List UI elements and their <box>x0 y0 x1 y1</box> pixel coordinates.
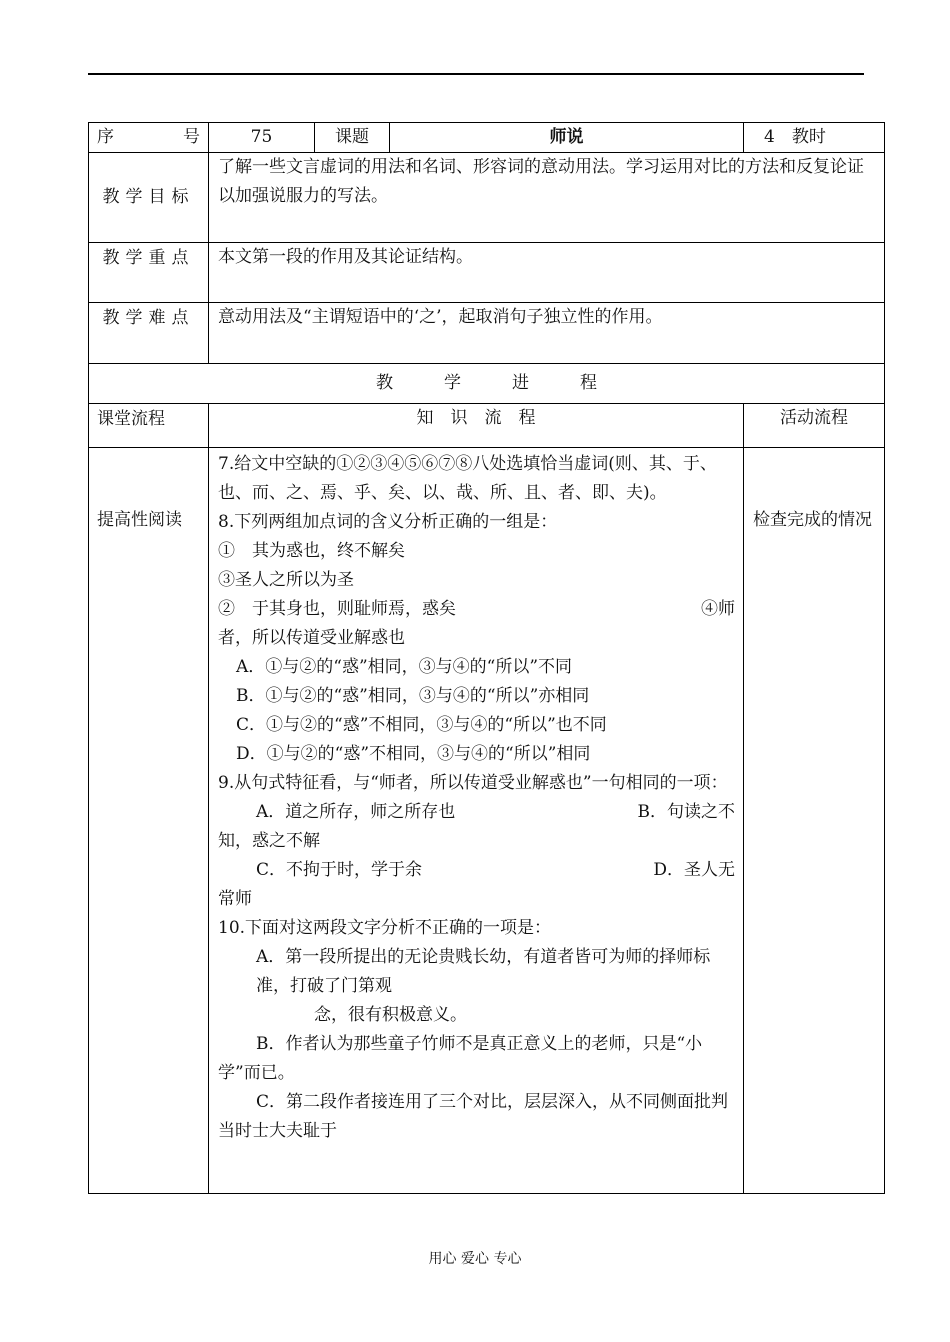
seq-label-cell <box>89 123 209 153</box>
process-heading-row <box>89 364 885 404</box>
seq-value: 75 <box>209 123 315 153</box>
page-footer: 用心 爱心 专心 <box>428 1251 522 1267</box>
difficult-label: 教学难点 <box>89 303 209 364</box>
q10-option-b: B．作者认为那些童子竹师不是真正意义上的老师，只是“小学”而已。 <box>218 1034 703 1083</box>
q9-row-ab <box>218 798 735 827</box>
process-heading: 教 学 进 程 <box>89 364 885 404</box>
stage-label: 提高性阅读 <box>89 448 209 1194</box>
q9-option-c: C．不拘于时，学于余 <box>256 860 423 880</box>
key-label: 教学重点 <box>89 243 209 303</box>
q10-option-c: C．第二段作者接连用了三个对比，层层深入，从不同侧面批判当时士大夫耻于 <box>218 1092 729 1141</box>
q8-sentence-4-start: ④师 <box>701 599 735 619</box>
col-knowledge-flow: 知 识 流 程 <box>209 404 744 448</box>
q9-row-cd <box>218 856 735 885</box>
q8-option-b: B．①与②的“惑”相同，③与④的“所以”亦相同 <box>236 686 590 706</box>
q9-option-a: A．道之所存，师之所存也 <box>256 802 456 822</box>
class-hours: 4 教时 <box>744 123 885 153</box>
knowledge-content <box>209 448 744 1194</box>
goal-label: 教学目标 <box>89 153 209 243</box>
q10-option-a-cont: 念，很有积极意义。 <box>314 1005 467 1025</box>
q10-option-a: A．第一段所提出的无论贵贱长幼，有道者皆可为师的择师标准，打破了门第观 <box>256 947 711 996</box>
goal-text: 了解一些文言虚词的用法和名词、形容词的意动用法。学习运用对比的方法和反复论证以加强说服力的写法。 <box>209 153 885 243</box>
q9-option-b-end: 知，惑之不解 <box>218 831 320 851</box>
q9-option-d-end: 常师 <box>218 889 252 909</box>
q8-option-c: C．①与②的“惑”不相同，③与④的“所以”也不同 <box>236 715 607 735</box>
lesson-plan-table <box>88 122 885 1194</box>
q8-sentence-4-end: 者，所以传道受业解惑也 <box>218 628 405 648</box>
q8-sentence-2-row <box>218 595 735 624</box>
question-8: 8.下列两组加点词的含义分析正确的一组是： <box>218 512 558 532</box>
difficult-row <box>89 303 885 364</box>
content-row <box>89 448 885 1194</box>
seq-label: 序 号 <box>97 127 200 147</box>
q8-sentence-1: ① 其为惑也，终不解矣 <box>218 541 405 561</box>
question-10: 10.下面对这两段文字分析不正确的一项是： <box>218 918 552 938</box>
question-9: 9.从句式特征看，与“师者，所以传道受业解惑也”一句相同的一项： <box>218 773 728 793</box>
key-text: 本文第一段的作用及其论证结构。 <box>209 243 885 303</box>
q9-option-b-start: B．句读之不 <box>637 802 735 822</box>
q8-option-a: A．①与②的“惑”相同，③与④的“所以”不同 <box>236 657 573 677</box>
q8-option-d: D．①与②的“惑”不相同，③与④的“所以”相同 <box>236 744 591 764</box>
activity-text: 检查完成的情况 <box>744 448 885 1194</box>
goal-row <box>89 153 885 243</box>
q8-sentence-2: ② 于其身也，则耻师焉，惑矣 <box>218 599 456 619</box>
q8-sentence-3: ③圣人之所以为圣 <box>218 570 354 590</box>
header-rule <box>88 73 864 75</box>
lesson-title: 师说 <box>390 123 744 153</box>
q9-option-d-start: D．圣人无 <box>653 860 735 880</box>
topic-label: 课题 <box>315 123 390 153</box>
header-row <box>89 123 885 153</box>
key-row <box>89 243 885 303</box>
question-7: 7.给文中空缺的①②③④⑤⑥⑦⑧八处选填恰当虚词(则、其、于、也、而、之、焉、乎、矣、以、哉、所、且、者、即、夫)。 <box>218 454 717 503</box>
difficult-text: 意动用法及“主谓短语中的‘之’，起取消句子独立性的作用。 <box>209 303 885 364</box>
column-header-row <box>89 404 885 448</box>
col-class-flow: 课堂流程 <box>89 404 209 448</box>
col-activity-flow: 活动流程 <box>744 404 885 448</box>
